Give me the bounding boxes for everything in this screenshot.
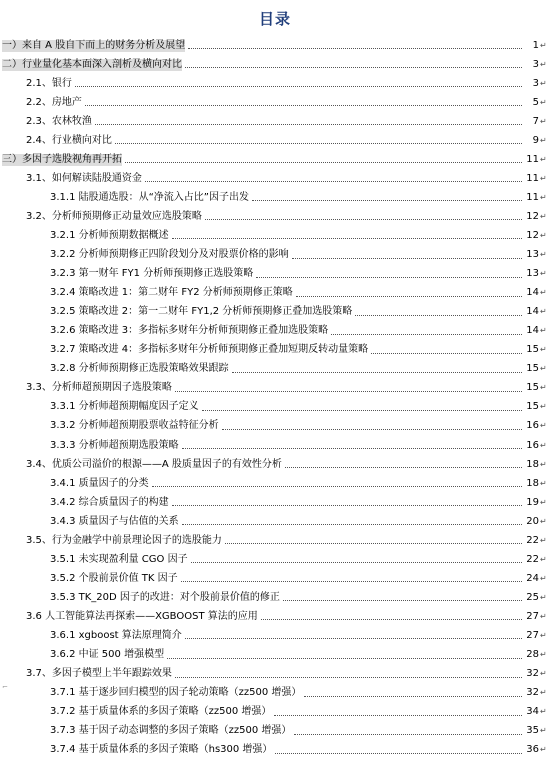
toc-entry-page: 19 (526, 496, 539, 508)
toc-entry-page: 22 (526, 534, 539, 546)
toc-entry-text: 2.3、农林牧渔 (26, 115, 92, 127)
toc-entry-text: 3.2.6 策略改进 3：多指标多财年分析师预期修正叠加选股策略 (50, 325, 329, 337)
paragraph-mark-icon: ↵ (540, 192, 547, 202)
toc-entry-text: 3.3.3 分析师超预期选股策略 (50, 439, 179, 451)
dot-leader (355, 315, 522, 316)
toc-entry[interactable] (0, 36, 550, 55)
toc-entry[interactable] (0, 684, 550, 703)
dot-leader (191, 562, 522, 563)
toc-entry[interactable] (0, 150, 550, 169)
toc-entry[interactable] (0, 417, 550, 436)
toc-entry-text: 2.2、房地产 (26, 96, 82, 108)
toc-entry-page: 11 (526, 153, 539, 165)
paragraph-mark-icon: ↵ (540, 421, 547, 431)
toc-entry-page: 7 (532, 115, 539, 127)
toc-entry-text: 2.1、银行 (26, 77, 72, 89)
toc-entry-page: 16 (526, 420, 539, 432)
paragraph-mark-icon: ↵ (540, 497, 547, 507)
toc-entry[interactable] (0, 741, 550, 760)
paragraph-mark-icon: ↵ (540, 707, 547, 717)
toc-entry-page: 22 (526, 553, 539, 565)
toc-entry-text: 3.7.3 基于因子动态调整的多因子策略（zz500 增强） (50, 725, 292, 737)
toc-entry-page: 1 (532, 39, 539, 51)
toc-entry[interactable] (0, 379, 550, 398)
dot-leader (175, 391, 522, 392)
toc-entry-page: 15 (526, 401, 539, 413)
toc-entry-page: 14 (526, 325, 539, 337)
paragraph-mark-icon: ↵ (540, 364, 547, 374)
toc-entry[interactable] (0, 588, 550, 607)
toc-entry-page: 15 (526, 363, 539, 375)
toc-entry-text: 2.4、行业横向对比 (26, 134, 112, 146)
paragraph-mark-icon: ↵ (540, 154, 547, 164)
toc-entry[interactable] (0, 398, 550, 417)
toc-entry-page: 32 (526, 668, 539, 680)
toc-entry-text: 一）来自 A 股自下而上的财务分析及展望 (2, 39, 186, 51)
paragraph-mark-icon: ↵ (540, 345, 547, 355)
toc-entry[interactable] (0, 665, 550, 684)
toc-entry-text: 3.4.3 质量因子与估值的关系 (50, 515, 179, 527)
toc-entry-page: 36 (526, 744, 539, 756)
toc-entry-text: 3.2.8 分析师预期修正选股策略效果跟踪 (50, 363, 229, 375)
dot-leader (285, 467, 522, 468)
paragraph-mark-icon: ↵ (540, 78, 547, 88)
toc-entry-text: 3.2.5 策略改进 2：第一二财年 FY1,2 分析师预期修正叠加选股策略 (50, 306, 353, 318)
toc-entry-text: 3.4.1 质量因子的分类 (50, 477, 149, 489)
toc-entry-text: 3.6 人工智能算法再探索——XGBOOST 算法的应用 (26, 610, 258, 622)
toc-entry[interactable] (0, 265, 550, 284)
toc-entry[interactable] (0, 722, 550, 741)
paragraph-mark-icon: ↵ (540, 669, 547, 679)
toc-entry-text: 三）多因子选股视角再开拓 (2, 153, 122, 165)
toc-entry-page: 28 (526, 649, 539, 661)
dot-leader (296, 296, 522, 297)
toc-entry[interactable] (0, 131, 550, 150)
toc-entry[interactable] (0, 55, 550, 74)
toc-entry-text: 二）行业量化基本面深入剖析及横向对比 (2, 58, 182, 70)
toc-entry-text: 3.2.1 分析师预期数据概述 (50, 229, 169, 241)
paragraph-mark-icon: ↵ (540, 402, 547, 412)
toc-entry-text: 3.2.7 策略改进 4：多指标多财年分析师预期修正叠加短期反转动量策略 (50, 344, 369, 356)
toc-title: 目录 (258, 10, 291, 28)
toc-entry[interactable] (0, 512, 550, 531)
toc-entry[interactable] (0, 455, 550, 474)
toc-entry[interactable] (0, 703, 550, 722)
toc-entry[interactable] (0, 169, 550, 188)
dot-leader (167, 658, 522, 659)
dot-leader (182, 448, 522, 449)
toc-entry-text: 3.2、分析师预期修正动量效应选股策略 (26, 210, 202, 222)
dot-leader (292, 258, 522, 259)
toc-entry-page: 15 (526, 344, 539, 356)
toc-entry-page: 27 (526, 629, 539, 641)
paragraph-mark-icon: ↵ (540, 688, 547, 698)
paragraph-mark-icon: ↵ (540, 383, 547, 393)
dot-leader (274, 715, 522, 716)
toc-entry-text: 3.6.2 中证 500 增强模型 (50, 649, 165, 661)
dot-leader (294, 734, 522, 735)
toc-entry-page: 20 (526, 515, 539, 527)
toc-entry[interactable] (0, 360, 550, 379)
toc-entry[interactable] (0, 474, 550, 493)
toc-entry-page: 11 (526, 191, 539, 203)
paragraph-mark-icon: ↵ (540, 135, 547, 145)
dot-leader (331, 334, 522, 335)
toc-entry-text: 3.4、优质公司溢价的根源——A 股质量因子的有效性分析 (26, 458, 282, 470)
dot-leader (182, 524, 522, 525)
dot-leader (175, 677, 522, 678)
paragraph-mark-icon: ↵ (540, 535, 547, 545)
dot-leader (152, 486, 522, 487)
toc-entry-text: 3.7、多因子模型上半年跟踪效果 (26, 668, 172, 680)
dot-leader (261, 619, 522, 620)
toc-entry[interactable] (0, 112, 550, 131)
toc-entry[interactable] (0, 246, 550, 265)
toc-entry[interactable] (0, 93, 550, 112)
dot-leader (172, 505, 522, 506)
toc-entry[interactable] (0, 607, 550, 626)
toc-entry-text: 3.6.1 xgboost 算法原理简介 (50, 629, 182, 641)
paragraph-mark-icon: ↵ (540, 745, 547, 755)
toc-entry-text: 3.2.2 分析师预期修正四阶段划分及对股票价格的影响 (50, 249, 289, 261)
toc-entry-text: 3.5.1 未实现盈利量 CGO 因子 (50, 553, 188, 565)
toc-entry-page: 24 (526, 572, 539, 584)
toc-entry-text: 3.5.3 TK_20D 因子的改进：对个股前景价值的修正 (50, 591, 280, 603)
toc-entry-text: 3.7.2 基于质量体系的多因子策略（zz500 增强） (50, 706, 272, 718)
dot-leader (205, 219, 522, 220)
paragraph-mark-icon: ↵ (540, 211, 547, 221)
toc-entry-text: 3.3.2 分析师超预期股票收益特征分析 (50, 420, 219, 432)
dot-leader (125, 162, 522, 163)
paragraph-mark-icon: ↵ (540, 459, 547, 469)
toc-entry-text: 3.1、如何解读陆股通资金 (26, 172, 142, 184)
toc-entry-page: 35 (526, 725, 539, 737)
paragraph-mark-icon: ↵ (540, 516, 547, 526)
paragraph-mark-icon: ↵ (540, 40, 547, 50)
paragraph-mark-icon: ↵ (540, 288, 547, 298)
paragraph-mark-icon: ↵ (540, 611, 547, 621)
toc-entry-page: 13 (526, 268, 539, 280)
dot-leader (304, 696, 522, 697)
paragraph-mark-icon: ↵ (540, 173, 547, 183)
toc-entry-page: 34 (526, 706, 539, 718)
dot-leader (256, 277, 522, 278)
dot-leader (188, 48, 522, 49)
toc-entry-text: 3.3、分析师超预期因子选股策略 (26, 382, 172, 394)
toc-entry-page: 27 (526, 610, 539, 622)
toc-entry[interactable] (0, 493, 550, 512)
toc-entry-page: 3 (532, 77, 539, 89)
toc-entry-text: 3.1.1 陆股通选股：从“净流入占比”因子出发 (50, 191, 249, 203)
dot-leader (252, 200, 522, 201)
paragraph-mark-icon: ↵ (540, 440, 547, 450)
toc-entry[interactable] (0, 188, 550, 207)
toc-entry[interactable] (0, 341, 550, 360)
toc-entry-page: 18 (526, 458, 539, 470)
toc-entry[interactable] (0, 626, 550, 645)
paragraph-mark-icon: ↵ (540, 592, 547, 602)
paragraph-mark-icon: ↵ (540, 269, 547, 279)
toc-entry-page: 3 (532, 58, 539, 70)
toc-entry[interactable] (0, 436, 550, 455)
dot-leader (185, 638, 522, 639)
paragraph-mark-icon: ↵ (540, 554, 547, 564)
toc-entry-page: 12 (526, 210, 539, 222)
toc-entry[interactable] (0, 569, 550, 588)
paragraph-mark-icon: ↵ (540, 630, 547, 640)
dot-leader (275, 753, 522, 754)
paragraph-mark-icon: ↵ (540, 307, 547, 317)
toc-entry-text: 3.7.1 基于逐步回归模型的因子轮动策略（zz500 增强） (50, 687, 302, 699)
toc-entry-text: 3.5.2 个股前景价值 TK 因子 (50, 572, 178, 584)
toc-entry-page: 25 (526, 591, 539, 603)
toc-entry-text: 3.2.4 策略改进 1：第二财年 FY2 分析师预期修正策略 (50, 287, 293, 299)
paragraph-mark-icon: ↵ (540, 650, 547, 660)
toc-entry[interactable] (0, 550, 550, 569)
toc-entry-page: 16 (526, 439, 539, 451)
toc-entry-page: 9 (532, 134, 539, 146)
dot-leader (202, 410, 522, 411)
paragraph-mark-icon: ↵ (540, 250, 547, 260)
dot-leader (222, 429, 522, 430)
toc-entry[interactable] (0, 74, 550, 93)
dot-leader (371, 353, 522, 354)
paragraph-mark-icon: ↵ (540, 230, 547, 240)
dot-leader (185, 67, 522, 68)
toc-entry-text: 3.4.2 综合质量因子的构建 (50, 496, 169, 508)
toc-entry-page: 13 (526, 249, 539, 261)
paragraph-mark-icon: ↵ (540, 59, 547, 69)
dot-leader (75, 86, 522, 87)
toc-entry-page: 12 (526, 229, 539, 241)
dot-leader (225, 543, 522, 544)
paragraph-mark-icon: ↵ (540, 478, 547, 488)
paragraph-mark-icon: ↵ (540, 97, 547, 107)
dot-leader (172, 238, 522, 239)
toc-entry-text: 3.3.1 分析师超预期幅度因子定义 (50, 401, 199, 413)
page-corner-mark: ⌐ (2, 683, 8, 691)
toc-entry-page: 15 (526, 382, 539, 394)
toc-entry[interactable] (0, 303, 550, 322)
paragraph-mark-icon: ↵ (540, 726, 547, 736)
toc-entry[interactable] (0, 207, 550, 226)
toc-entry-page: 5 (532, 96, 539, 108)
table-of-contents (0, 36, 550, 760)
dot-leader (283, 600, 522, 601)
toc-entry[interactable] (0, 322, 550, 341)
toc-entry-page: 32 (526, 687, 539, 699)
dot-leader (181, 581, 522, 582)
dot-leader (115, 143, 522, 144)
toc-entry[interactable] (0, 284, 550, 303)
dot-leader (232, 372, 522, 373)
toc-entry[interactable] (0, 531, 550, 550)
toc-entry-page: 11 (526, 172, 539, 184)
toc-entry[interactable] (0, 226, 550, 245)
paragraph-mark-icon: ↵ (540, 116, 547, 126)
toc-entry-text: 3.2.3 第一财年 FY1 分析师预期修正选股策略 (50, 268, 254, 280)
dot-leader (85, 105, 522, 106)
paragraph-mark-icon: ↵ (540, 573, 547, 583)
toc-entry[interactable] (0, 646, 550, 665)
toc-entry-text: 3.5、行为金融学中前景理论因子的选股能力 (26, 534, 222, 546)
toc-entry-page: 18 (526, 477, 539, 489)
toc-entry-page: 14 (526, 287, 539, 299)
toc-entry-text: 3.7.4 基于质量体系的多因子策略（hs300 增强） (50, 744, 273, 756)
toc-entry-page: 14 (526, 306, 539, 318)
dot-leader (95, 124, 522, 125)
dot-leader (145, 181, 522, 182)
paragraph-mark-icon: ↵ (540, 326, 547, 336)
